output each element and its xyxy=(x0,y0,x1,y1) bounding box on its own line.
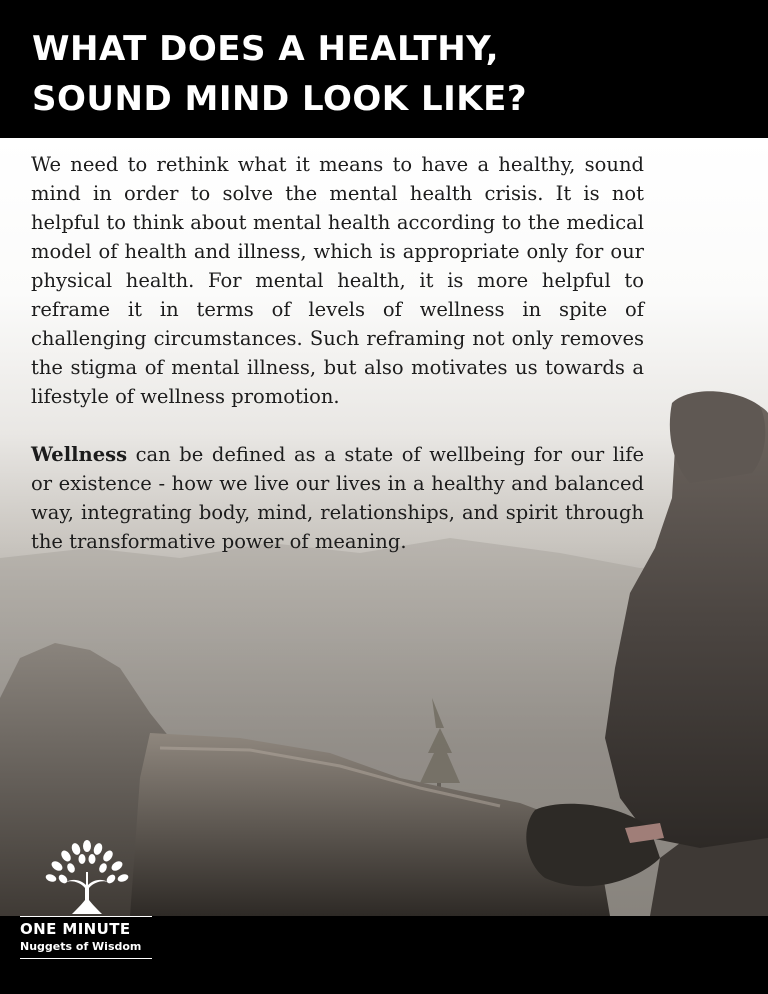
article-body xyxy=(31,150,644,585)
page-header xyxy=(0,0,768,138)
logo-divider-bottom xyxy=(20,958,152,959)
page-title-line-2: SOUND MIND LOOK LIKE? xyxy=(32,79,528,119)
one-minute-logo xyxy=(20,838,156,964)
page-title-line-1: WHAT DOES A HEALTHY, xyxy=(32,29,500,69)
paragraph-intro: We need to rethink what it means to have a healthy, sound mind in order to solve the mental health crisis. It is not helpful to think about mental health according to the medical model of health and illness, which is appropriate only for our physical health. For mental health, it is more helpful to reframe it in terms of levels of wellness in spite of challenging circumstances. Such reframing not only removes the stigma of mental illness, but also motivates us towards a lifestyle of wellness promotion. xyxy=(31,153,644,408)
wellness-definition: can be defined as a state of wellbeing for our life or existence - how we live our lives in a healthy and balanced way, integrating body, mind, relationships, and spirit through the transformative power of meaning. xyxy=(31,443,644,553)
logo-divider-top xyxy=(20,916,152,917)
tree-icon xyxy=(42,838,132,914)
paragraph-wellness xyxy=(31,440,644,556)
logo-brand-name: ONE MINUTE xyxy=(20,920,131,938)
wellness-term: Wellness xyxy=(31,443,128,466)
logo-tagline: Nuggets of Wisdom xyxy=(20,940,142,953)
